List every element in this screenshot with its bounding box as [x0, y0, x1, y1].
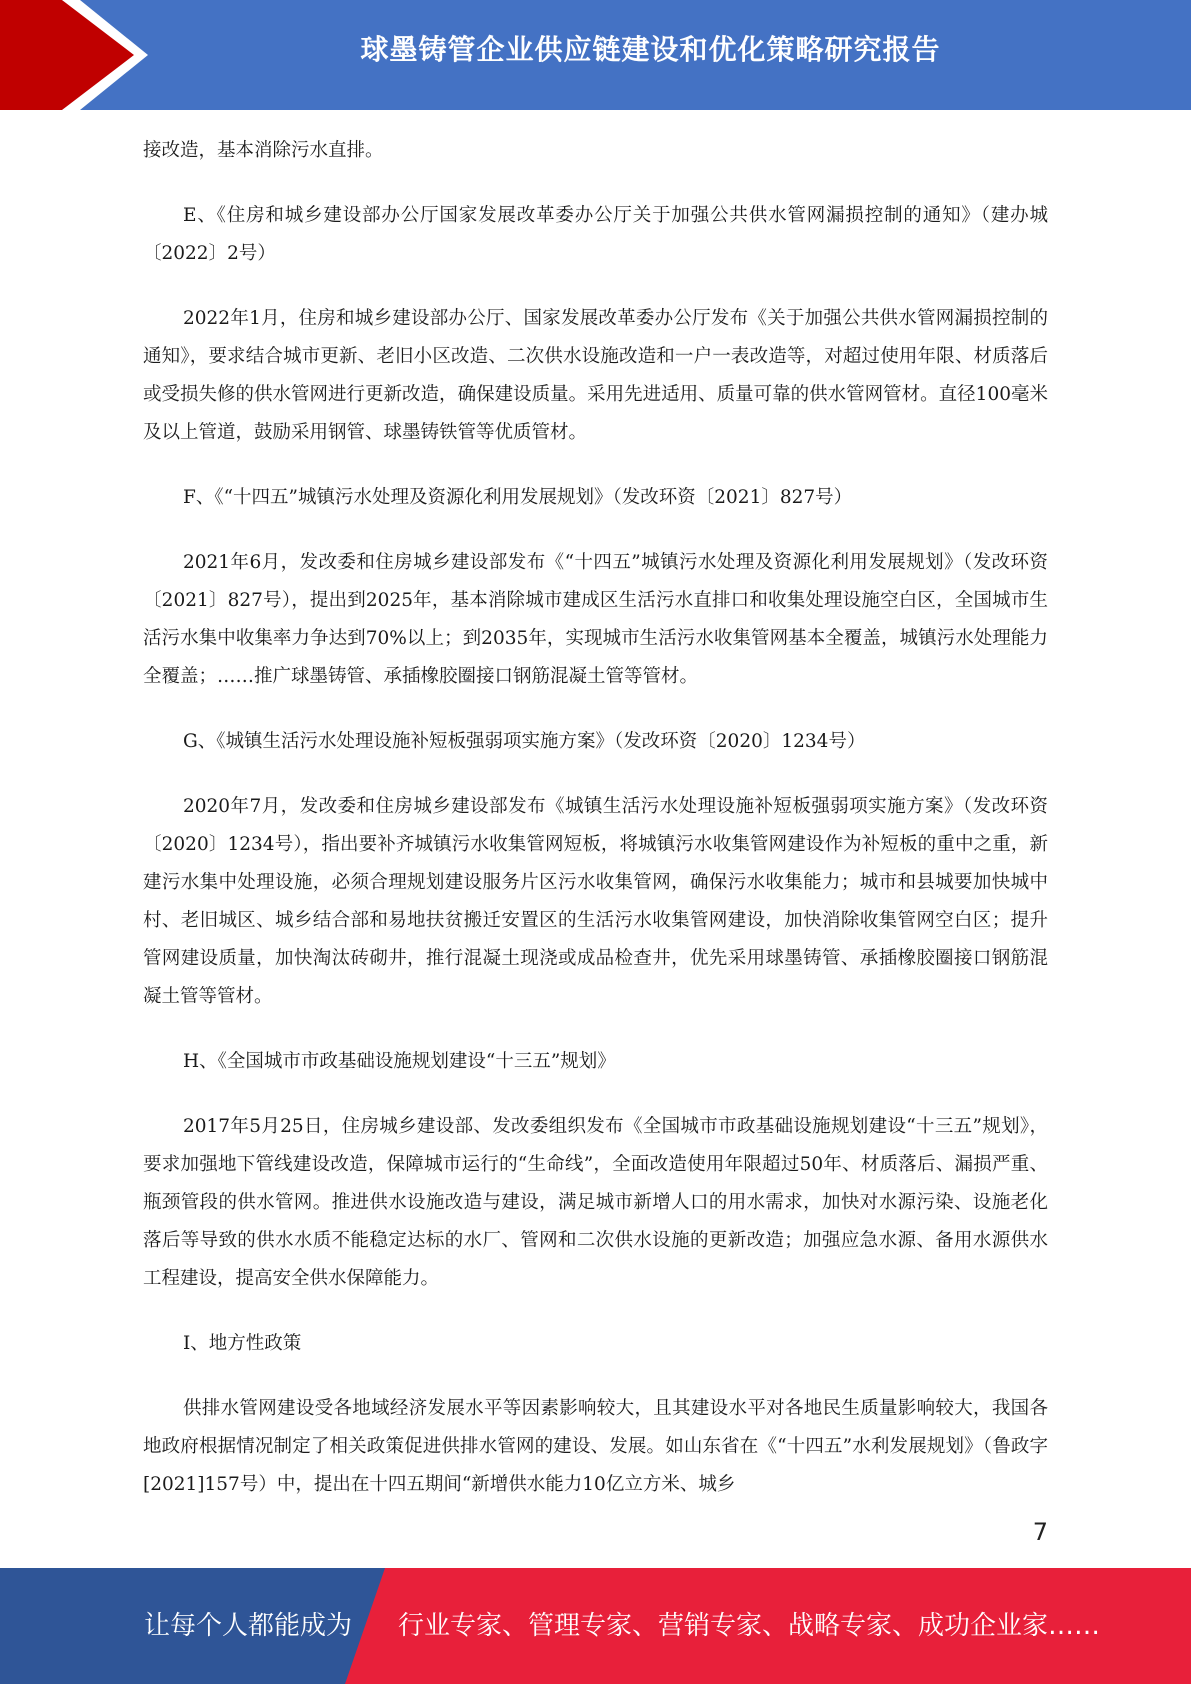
paragraph: 供排水管网建设受各地域经济发展水平等因素影响较大，且其建设水平对各地民生质量影响较大，我国各地政府根据情况制定了相关政策促进供排水管网的建设、发展。如山东省在《“十四五”水利发展规划》（鲁政字[2021]157号）中，提出在十四五期间“新增供水能力10亿立方米、城乡 — [143, 1398, 1048, 1495]
policy-heading: F、《“十四五”城镇污水处理及资源化利用发展规划》（发改环资〔2021〕827号） — [183, 487, 853, 508]
paragraph: 2022年1月，住房和城乡建设部办公厅、国家发展改革委办公厅发布《关于加强公共供水管网漏损控制的通知》，要求结合城市更新、老旧小区改造、二次供水设施改造和一户一表改造等，对超过使用年限、材质落后或受损失修的供水管网进行更新改造，确保建设质量。采用先进适用、质量可靠的供水管网管材。直径100毫米及以上管道，鼓励采用钢管、球墨铸铁管等优质管材。 — [143, 308, 1048, 443]
policy-heading: H、《全国城市市政基础设施规划建设“十三五”规划》 — [183, 1051, 616, 1072]
paragraph: 2017年5月25日，住房城乡建设部、发改委组织发布《全国城市市政基础设施规划建设“十三五”规划》，要求加强地下管线建设改造，保障城市运行的“生命线”，全面改造使用年限超过50年、材质落后、漏损严重、瓶颈管段的供水管网。推进供水设施改造与建设，满足城市新增人口的用水需求，加快对水源污染、设施老化落后等导致的供水水质不能稳定达标的水厂、管网和二次供水设施的更新改造；加强应急水源、备用水源供水工程建设，提高安全供水保障能力。 — [143, 1116, 1048, 1289]
footer-slogan-right: 行业专家、管理专家、营销专家、战略专家、成功企业家…… — [398, 1611, 1101, 1641]
page-number: 7 — [1032, 1518, 1048, 1546]
footer-slogan-left: 让每个人都能成为 — [144, 1611, 353, 1641]
paragraph: 接改造，基本消除污水直排。 — [143, 140, 384, 161]
paragraph: 2021年6月，发改委和住房城乡建设部发布《“十四五”城镇污水处理及资源化利用发展规划》（发改环资〔2021〕827号），提出到2025年，基本消除城市建成区生活污水直排口和收集处理设施空白区，全国城市生活污水集中收集率力争达到70%以上；到2035年，实现城市生活污水收集管网基本全覆盖，城镇污水处理能力全覆盖；……推广球墨铸管、承插橡胶圈接口钢筋混凝土管等管材。 — [143, 552, 1048, 687]
policy-heading: G、《城镇生活污水处理设施补短板强弱项实施方案》（发改环资〔2020〕1234号） — [183, 731, 866, 752]
report-title: 球墨铸管企业供应链建设和优化策略研究报告 — [360, 33, 941, 66]
page-footer — [0, 1568, 1191, 1684]
policy-heading: E、《住房和城乡建设部办公厅国家发展改革委办公厅关于加强公共供水管网漏损控制的通知》（建办城〔2022〕2号） — [143, 205, 1048, 264]
body-content — [143, 132, 1048, 1531]
page-header — [0, 0, 1191, 110]
paragraph: 2020年7月，发改委和住房城乡建设部发布《城镇生活污水处理设施补短板强弱项实施方案》（发改环资〔2020〕1234号），指出要补齐城镇污水收集管网短板，将城镇污水收集管网建设作为补短板的重中之重，新建污水集中处理设施，必须合理规划建设服务片区污水收集管网，确保污水收集能力；城市和县城要加快城中村、老旧城区、城乡结合部和易地扶贫搬迁安置区的生活污水收集管网建设，加快消除收集管网空白区；提升管网建设质量，加快淘汰砖砌井，推行混凝土现浇或成品检查井，优先采用球墨铸管、承插橡胶圈接口钢筋混凝土管等管材。 — [143, 796, 1048, 1007]
policy-heading: I、地方性政策 — [183, 1333, 302, 1354]
